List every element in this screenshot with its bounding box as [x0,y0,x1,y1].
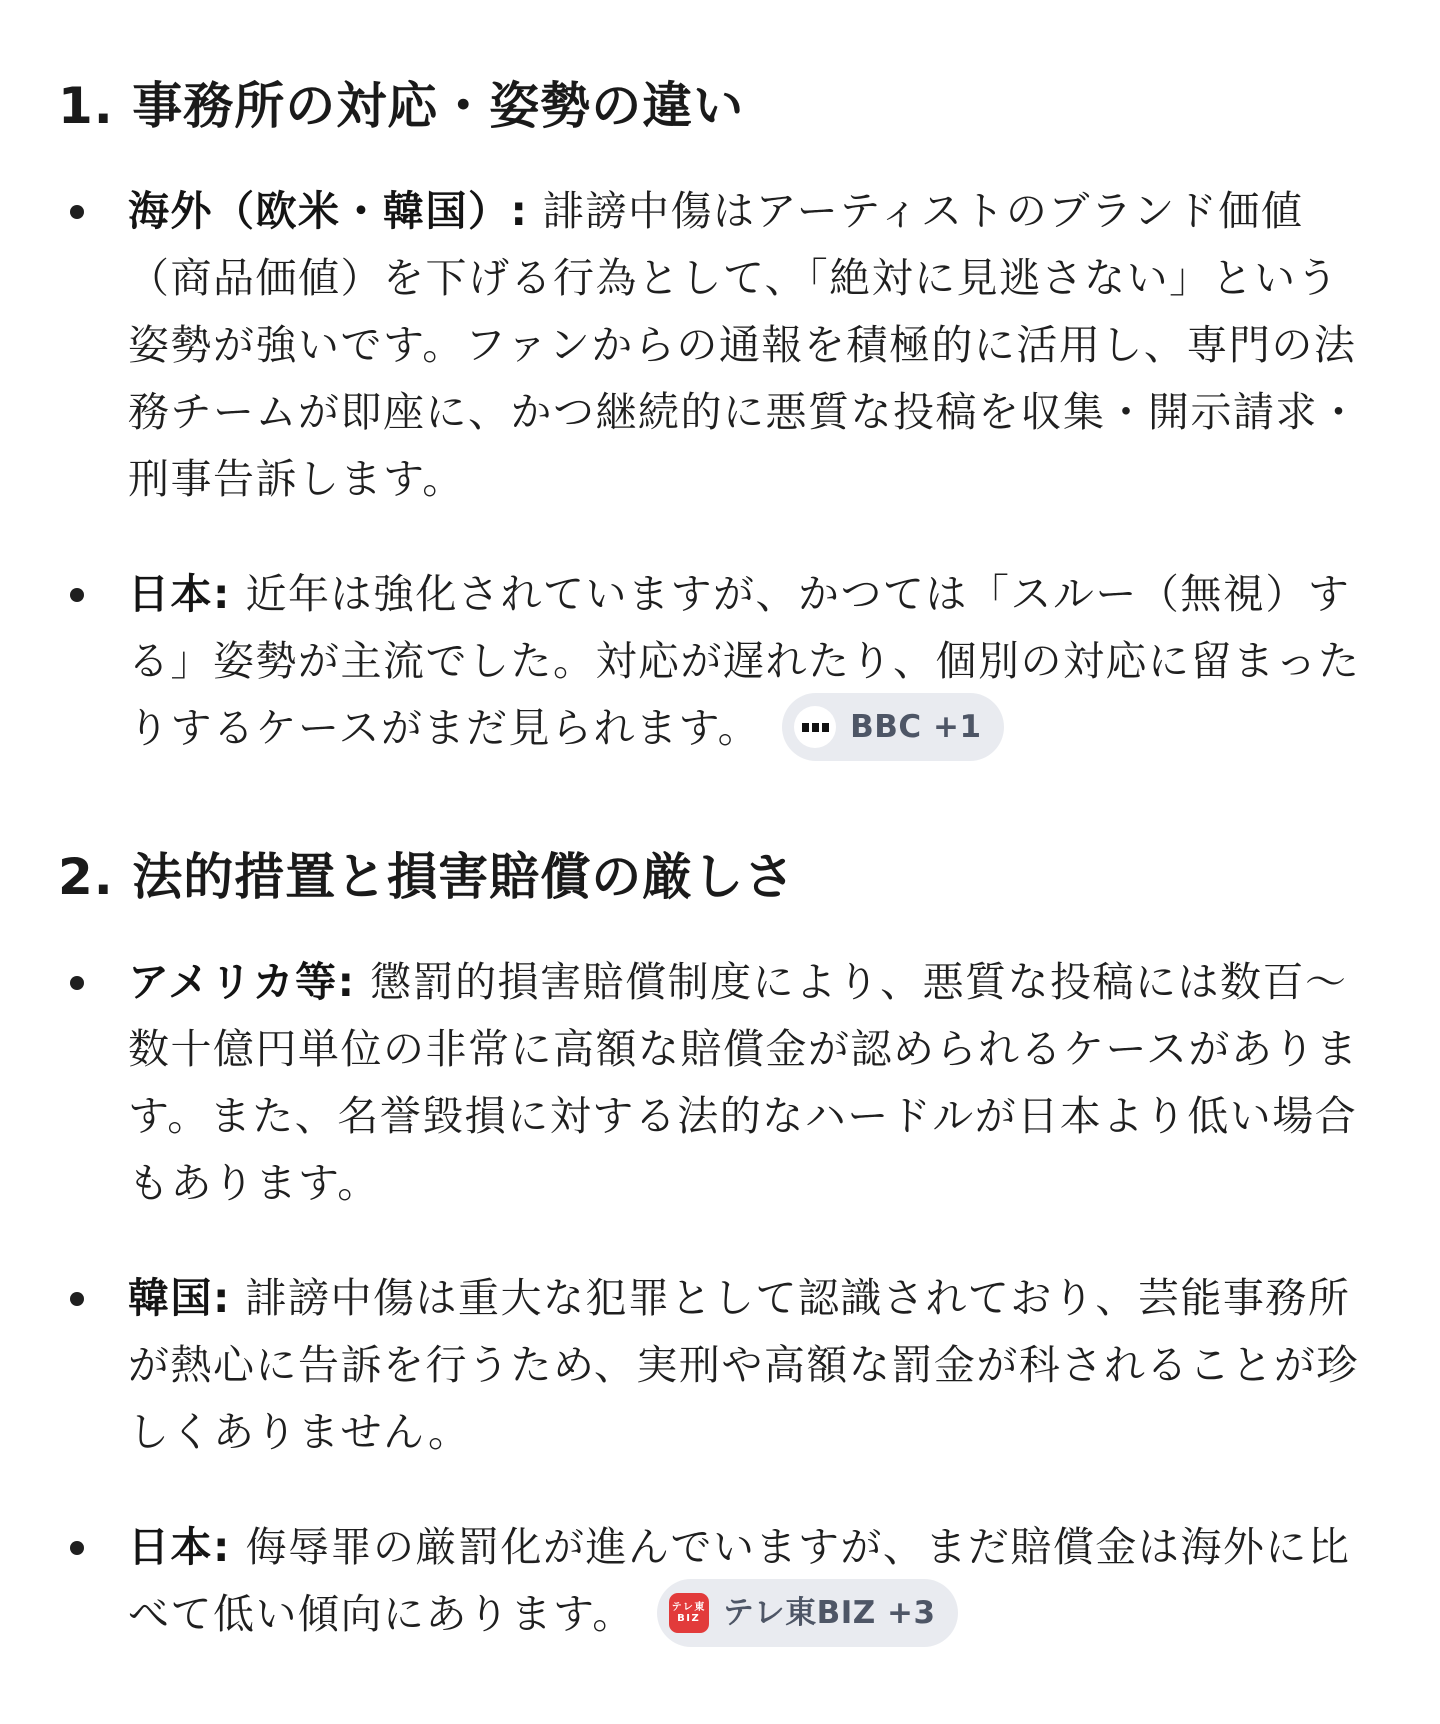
item-text: 近年は強化されていますが、かつては「スルー（無視）する」姿勢が主流でした。対応が遅れたり、個別の対応に留まったりするケースがまだ見られます。 [128,570,1361,752]
list-item [58,1265,1380,1466]
item-text: 侮辱罪の厳罰化が進んでいますが、まだ賠償金は海外に比べて低い傾向にあります。 [128,1523,1351,1638]
list-item [58,561,1380,765]
item-label: 韓国: [128,1274,231,1322]
list-item [58,949,1380,1217]
item-text: 誹謗中傷はアーティストのブランド価値（商品価値）を下げる行為として、「絶対に見逃さない」という姿勢が強いです。ファンからの通報を積極的に活用し、専門の法務チームが即座に、かつ継続的に悪質な投稿を収集・開示請求・刑事告訴します。 [128,187,1361,503]
list-item [58,178,1380,513]
section-heading-1: 1. 事務所の対応・姿勢の違い [58,77,745,135]
bullet-list-2 [58,949,1380,1651]
item-text: 懲罰的損害賠償制度により、悪質な投稿には数百〜数十億円単位の非常に高額な賠償金が認められるケースがあります。また、名誉毀損に対する法的なハードルが日本より低い場合もあります。 [128,958,1359,1207]
source-chip-label: テレ東BIZ +3 [722,1594,936,1631]
source-chip-bbc[interactable] [782,693,1003,761]
list-item [58,1514,1380,1651]
source-chip-tvtokyo[interactable] [657,1579,958,1647]
item-label: アメリカ等: [128,958,356,1006]
bbc-logo-icon [794,706,836,748]
item-label: 日本: [128,570,231,618]
item-label: 日本: [128,1523,231,1571]
item-label: 海外（欧米・韓国）: [128,187,529,235]
item-text: 誹謗中傷は重大な犯罪として認識されており、芸能事務所が熱心に告訴を行うため、実刑や高額な罰金が科されることが珍しくありません。 [128,1274,1359,1456]
source-chip-label: BBC +1 [850,708,982,745]
section-heading-2: 2. 法的措置と損害賠償の厳しさ [58,848,796,906]
bullet-list-1 [58,178,1380,765]
tv-tokyo-biz-logo-icon: テレ東 BIZ [669,1593,709,1633]
